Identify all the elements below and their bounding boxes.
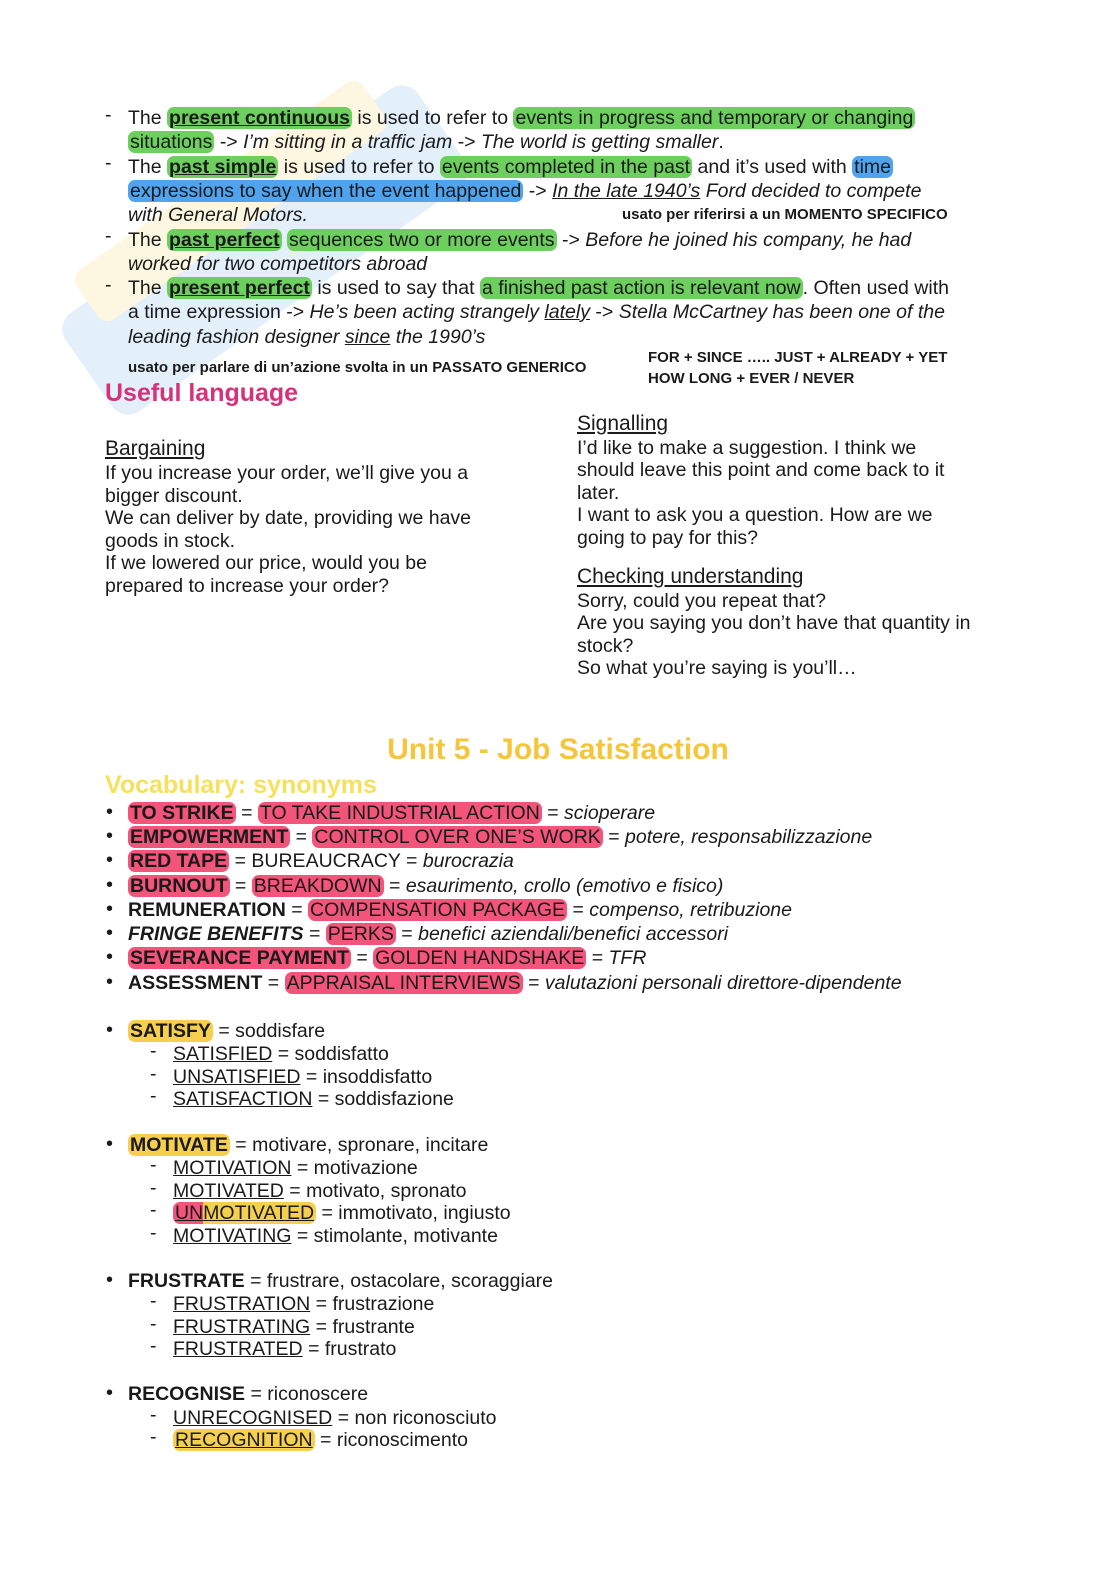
bargaining-title: Bargaining [105,437,206,460]
synonym-row: SEVERANCE PAYMENT = GOLDEN HANDSHAKE = TFR [130,947,647,969]
dash-bullet: - [150,1426,157,1448]
bullet: • [106,801,114,823]
past-perfect-line2: worked for two competitors abroad [128,253,428,275]
dash-bullet: - [105,104,112,126]
synonym-row: ASSESSMENT = APPRAISAL INTERVIEWS = valutazioni personali direttore-dipendente [128,972,902,994]
dash-bullet: - [105,225,112,247]
family-item: FRUSTRATION = frustrazione [173,1293,435,1315]
term-present-perfect: present perfect [169,277,310,299]
dash-bullet: - [150,1335,157,1357]
vocabulary-heading: Vocabulary: synonyms [105,771,377,799]
present-perfect-line3: leading fashion designer since the 1990’s [128,326,486,348]
dash-bullet: - [150,1154,157,1176]
synonym-row: RED TAPE = BUREAUCRACY = burocrazia [130,850,514,872]
bargaining-line: bigger discount. [105,485,243,507]
family-item: UNRECOGNISED = non riconosciuto [173,1407,497,1429]
family-item: UNSATISFIED = insoddisfatto [173,1066,433,1088]
present-perfect-line2: a time expression -> He’s been acting strangely lately -> Stella McCartney has been one of the [128,301,945,323]
bullet: • [106,825,114,847]
bullet: • [106,874,114,896]
bullet: • [106,946,114,968]
family-item: UNMOTIVATED = immotivato, ingiusto [175,1202,511,1224]
dash-bullet: - [150,1177,157,1199]
term-past-simple: past simple [169,156,277,178]
present-continuous-line2: situations -> I’m sitting in a traffic jam -> The world is getting smaller. [130,131,724,153]
bargaining-line: goods in stock. [105,530,236,552]
dash-bullet: - [150,1040,157,1062]
checking-line: So what you’re saying is you’ll… [577,657,857,679]
signalling-line: going to pay for this? [577,527,759,549]
dash-bullet: - [150,1222,157,1244]
synonym-row: TO STRIKE = TO TAKE INDUSTRIAL ACTION = scioperare [130,802,656,824]
bullet: • [106,1133,114,1155]
checking-line: Sorry, could you repeat that? [577,590,826,612]
dash-bullet: - [150,1085,157,1107]
signalling-line: I want to ask you a question. How are we [577,504,933,526]
past-simple-line2: expressions to say when the event happened -> In the late 1940’s Ford decided to compete [130,180,922,202]
unit-title: Unit 5 - Job Satisfaction [387,733,729,766]
family-item: SATISFIED = soddisfatto [173,1043,389,1065]
signalling-line: should leave this point and come back to it [577,459,945,481]
family-item: MOTIVATING = stimolante, motivante [173,1225,498,1247]
dash-bullet: - [150,1290,157,1312]
note-time-words-2: HOW LONG + EVER / NEVER [648,370,855,387]
dash-bullet: - [150,1199,157,1221]
family-item: RECOGNITION = riconoscimento [175,1429,468,1451]
signalling-line: later. [577,482,620,504]
family-item: MOTIVATED = motivato, spronato [173,1180,467,1202]
bullet: • [106,898,114,920]
bullet: • [106,1382,114,1404]
family-item: MOTIVATION = motivazione [173,1157,418,1179]
past-simple-line1: The past simple is used to refer to events completed in the past and it’s used with time [128,156,892,178]
bargaining-line: If you increase your order, we’ll give you a [105,462,469,484]
past-perfect-line1: The past perfect sequences two or more events -> Before he joined his company, he had [128,229,912,251]
bargaining-line: prepared to increase your order? [105,575,389,597]
past-simple-line3: with General Motors. [128,204,308,226]
synonym-row: BURNOUT = BREAKDOWN = esaurimento, crollo (emotivo e fisico) [130,875,724,897]
bullet: • [106,1019,114,1041]
checking-line: Are you saying you don’t have that quantity in [577,612,971,634]
note-passato-generico: usato per parlare di un’azione svolta in un PASSATO GENERICO [128,359,587,376]
term-past-perfect: past perfect [169,229,280,251]
useful-language-heading: Useful language [105,379,299,407]
note-momento-specifico: usato per riferirsi a un MOMENTO SPECIFICO [622,206,948,223]
dash-bullet: - [105,274,112,296]
checking-line: stock? [577,635,634,657]
checking-title: Checking understanding [577,565,804,588]
bullet: • [106,971,114,993]
present-perfect-line1: The present perfect is used to say that a finished past action is relevant now . Often used with [128,277,949,299]
bullet: • [106,922,114,944]
bargaining-line: We can deliver by date, providing we have [105,507,472,529]
dash-bullet: - [150,1404,157,1426]
family-head: MOTIVATE = motivare, spronare, incitare [130,1134,489,1156]
family-item: FRUSTRATED = frustrato [173,1338,397,1360]
family-head: SATISFY = soddisfare [130,1020,326,1042]
dash-bullet: - [150,1313,157,1335]
synonym-row: EMPOWERMENT = CONTROL OVER ONE’S WORK = potere, responsabilizzazione [130,826,873,848]
dash-bullet: - [105,152,112,174]
present-continuous-line1: The present continuous is used to refer to events in progress and temporary or changing [128,107,914,129]
term-present-continuous: present continuous [169,107,350,129]
synonym-row: FRINGE BENEFITS = PERKS = benefici aziendali/benefici accessori [128,923,729,945]
signalling-title: Signalling [577,412,669,435]
signalling-line: I’d like to make a suggestion. I think we [577,437,917,459]
bargaining-line: If we lowered our price, would you be [105,552,427,574]
bullet: • [106,849,114,871]
family-head: RECOGNISE = riconoscere [128,1383,369,1405]
family-item: SATISFACTION = soddisfazione [173,1088,454,1110]
bullet: • [106,1269,114,1291]
family-item: FRUSTRATING = frustrante [173,1316,415,1338]
note-time-words-1: FOR + SINCE ….. JUST + ALREADY + YET [648,349,948,366]
synonym-row: REMUNERATION = COMPENSATION PACKAGE = compenso, retribuzione [128,899,792,921]
family-head: FRUSTRATE = frustrare, ostacolare, scoraggiare [128,1270,553,1292]
dash-bullet: - [150,1063,157,1085]
